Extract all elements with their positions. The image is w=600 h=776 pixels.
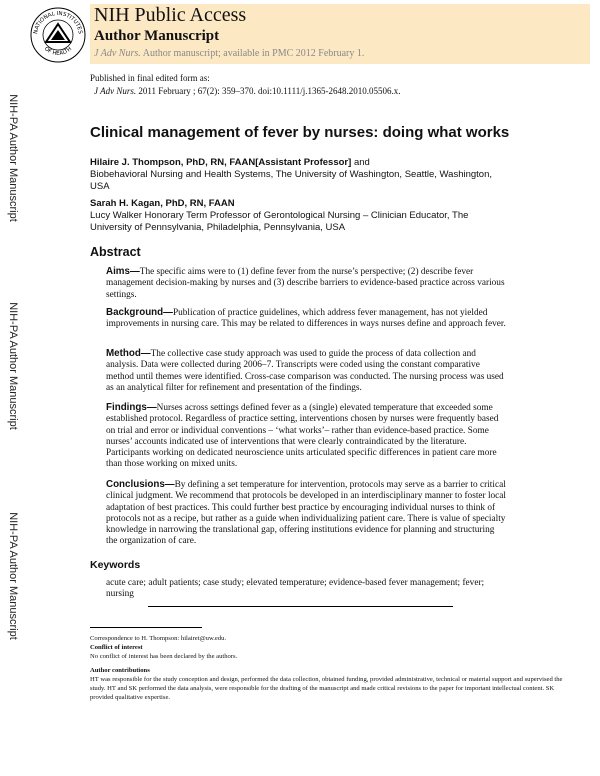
author-connector: and [353, 157, 370, 168]
footnotes [90, 634, 570, 702]
section-label: Conclusions— [106, 479, 175, 490]
banner-availability [94, 48, 364, 59]
section-label: Method— [106, 348, 151, 359]
section-text: The collective case study approach was used to guide the process of data collection and analysis. Data were collected during 2006–7. Transcripts were coded using the constant comparative method until themes were identified. Cross-case comparison was conducted. The nursing process was used as an analytical filter for refinement and presentation of the findings. [106, 349, 504, 393]
author-name: Hilaire J. Thompson, PhD, RN, FAAN[Assistant Professor] [90, 157, 352, 168]
citation-line [94, 86, 401, 96]
side-label-3: NIH-PA Author Manuscript [7, 512, 19, 640]
contributions-text: HT was responsible for the study conception and design, performed the data collection, obtained funding, provided administrative, technical or material support and supervised the study. HT and SK performed the data analysis, were responsible for the drafting of the manuscript and made critical revisions to the paper for important intellectual content. SK provided qualitative expertise. [90, 676, 563, 701]
banner-title: NIH Public Access [94, 4, 247, 26]
citation-details: 2011 February ; 67(2): 359–370. doi:10.1111/j.1365-2648.2010.05506.x. [138, 86, 401, 96]
banner-journal: J Adv Nurs. [94, 48, 141, 59]
abstract-findings [106, 402, 506, 471]
banner-subtitle: Author Manuscript [94, 28, 220, 44]
keywords-list: acute care; adult patients; case study; elevated temperature; evidence-based fever management; fever; nursing [106, 578, 485, 600]
footnote-divider [90, 627, 202, 628]
banner-availability-text: Author manuscript; available in PMC 2012 February 1. [142, 48, 365, 59]
section-text: By defining a set temperature for intervention, protocols may serve as a barrier to critical clinical judgment. We recommend that protocols be developed in an interdisciplinary manner to foster local adaptation of best practices. This could further best practice by encouraging individual nurses to think of protocols not as a recipe, but rather as a guide when individualizing patient care. There is value of specialty knowledge in narrowing the translational gap, offering institutions evidence for planning and structuring the organization of care. [106, 480, 507, 547]
section-divider [148, 606, 453, 607]
nih-public-access-banner [90, 4, 590, 64]
nih-logo-icon [28, 4, 88, 64]
keywords-heading: Keywords [90, 559, 141, 571]
section-label: Findings— [106, 402, 157, 413]
abstract-aims [106, 266, 506, 301]
side-label-1: NIH-PA Author Manuscript [7, 94, 19, 222]
section-label: Background— [106, 307, 173, 318]
section-label: Aims— [106, 266, 140, 277]
published-in-label: Published in final edited form as: [90, 73, 210, 83]
author-block-1 [90, 157, 510, 193]
svg-text:NATIONAL INSTITUTES: NATIONAL INSTITUTES [33, 10, 83, 35]
section-text: The specific aims were to (1) define fever from the nurse’s perspective; (2) describe fever management decision-making by nurses and (3) describe barriers to evidence-based practice across various settings. [106, 267, 505, 300]
author-affiliation: Lucy Walker Honorary Term Professor of Gerontological Nursing – Clinician Educator, The University of Pennsylvania, Philadelphia, Pennsylvania, USA [90, 210, 469, 233]
abstract-heading: Abstract [90, 245, 141, 259]
side-label-2: NIH-PA Author Manuscript [7, 302, 19, 430]
conflict-text: No conflict of interest has been declared by the authors. [90, 653, 238, 660]
correspondence: Correspondence to H. Thompson: hilairet@uw.edu. [90, 635, 227, 642]
author-affiliation: Biobehavioral Nursing and Health Systems, The University of Washington, Seattle, Washington, USA [90, 169, 493, 192]
section-text: Publication of practice guidelines, which address fever management, has not yielded improvements in nursing care. This may be related to differences in ways nurses define and approach fever. [106, 308, 506, 330]
abstract-conclusions [106, 479, 506, 548]
section-text: Nurses across settings defined fever as a (single) elevated temperature that exceeded some established protocol. Regardless of practice setting, interventions chosen by nurses were frequently based on trial and error or individual conventions – ‘what works’– rather than evidence-based practice. Some nurses’ accounts indicated use of interventions that were clearly contraindicated by the literature. Participants working on dedicated neuroscience units articulated specific differences in patient care more than those working on mixed units. [106, 403, 499, 470]
contributions-heading: Author contributions [90, 667, 150, 674]
conflict-heading: Conflict of interest [90, 644, 143, 651]
author-name: Sarah H. Kagan, PhD, RN, FAAN [90, 198, 235, 209]
article-title: Clinical management of fever by nurses: doing what works [90, 124, 510, 141]
author-block-2 [90, 198, 510, 234]
svg-text:OF HEALTH: OF HEALTH [42, 46, 74, 57]
citation-journal: J Adv Nurs. [94, 86, 137, 96]
abstract-background [106, 307, 506, 331]
abstract-method [106, 348, 506, 394]
